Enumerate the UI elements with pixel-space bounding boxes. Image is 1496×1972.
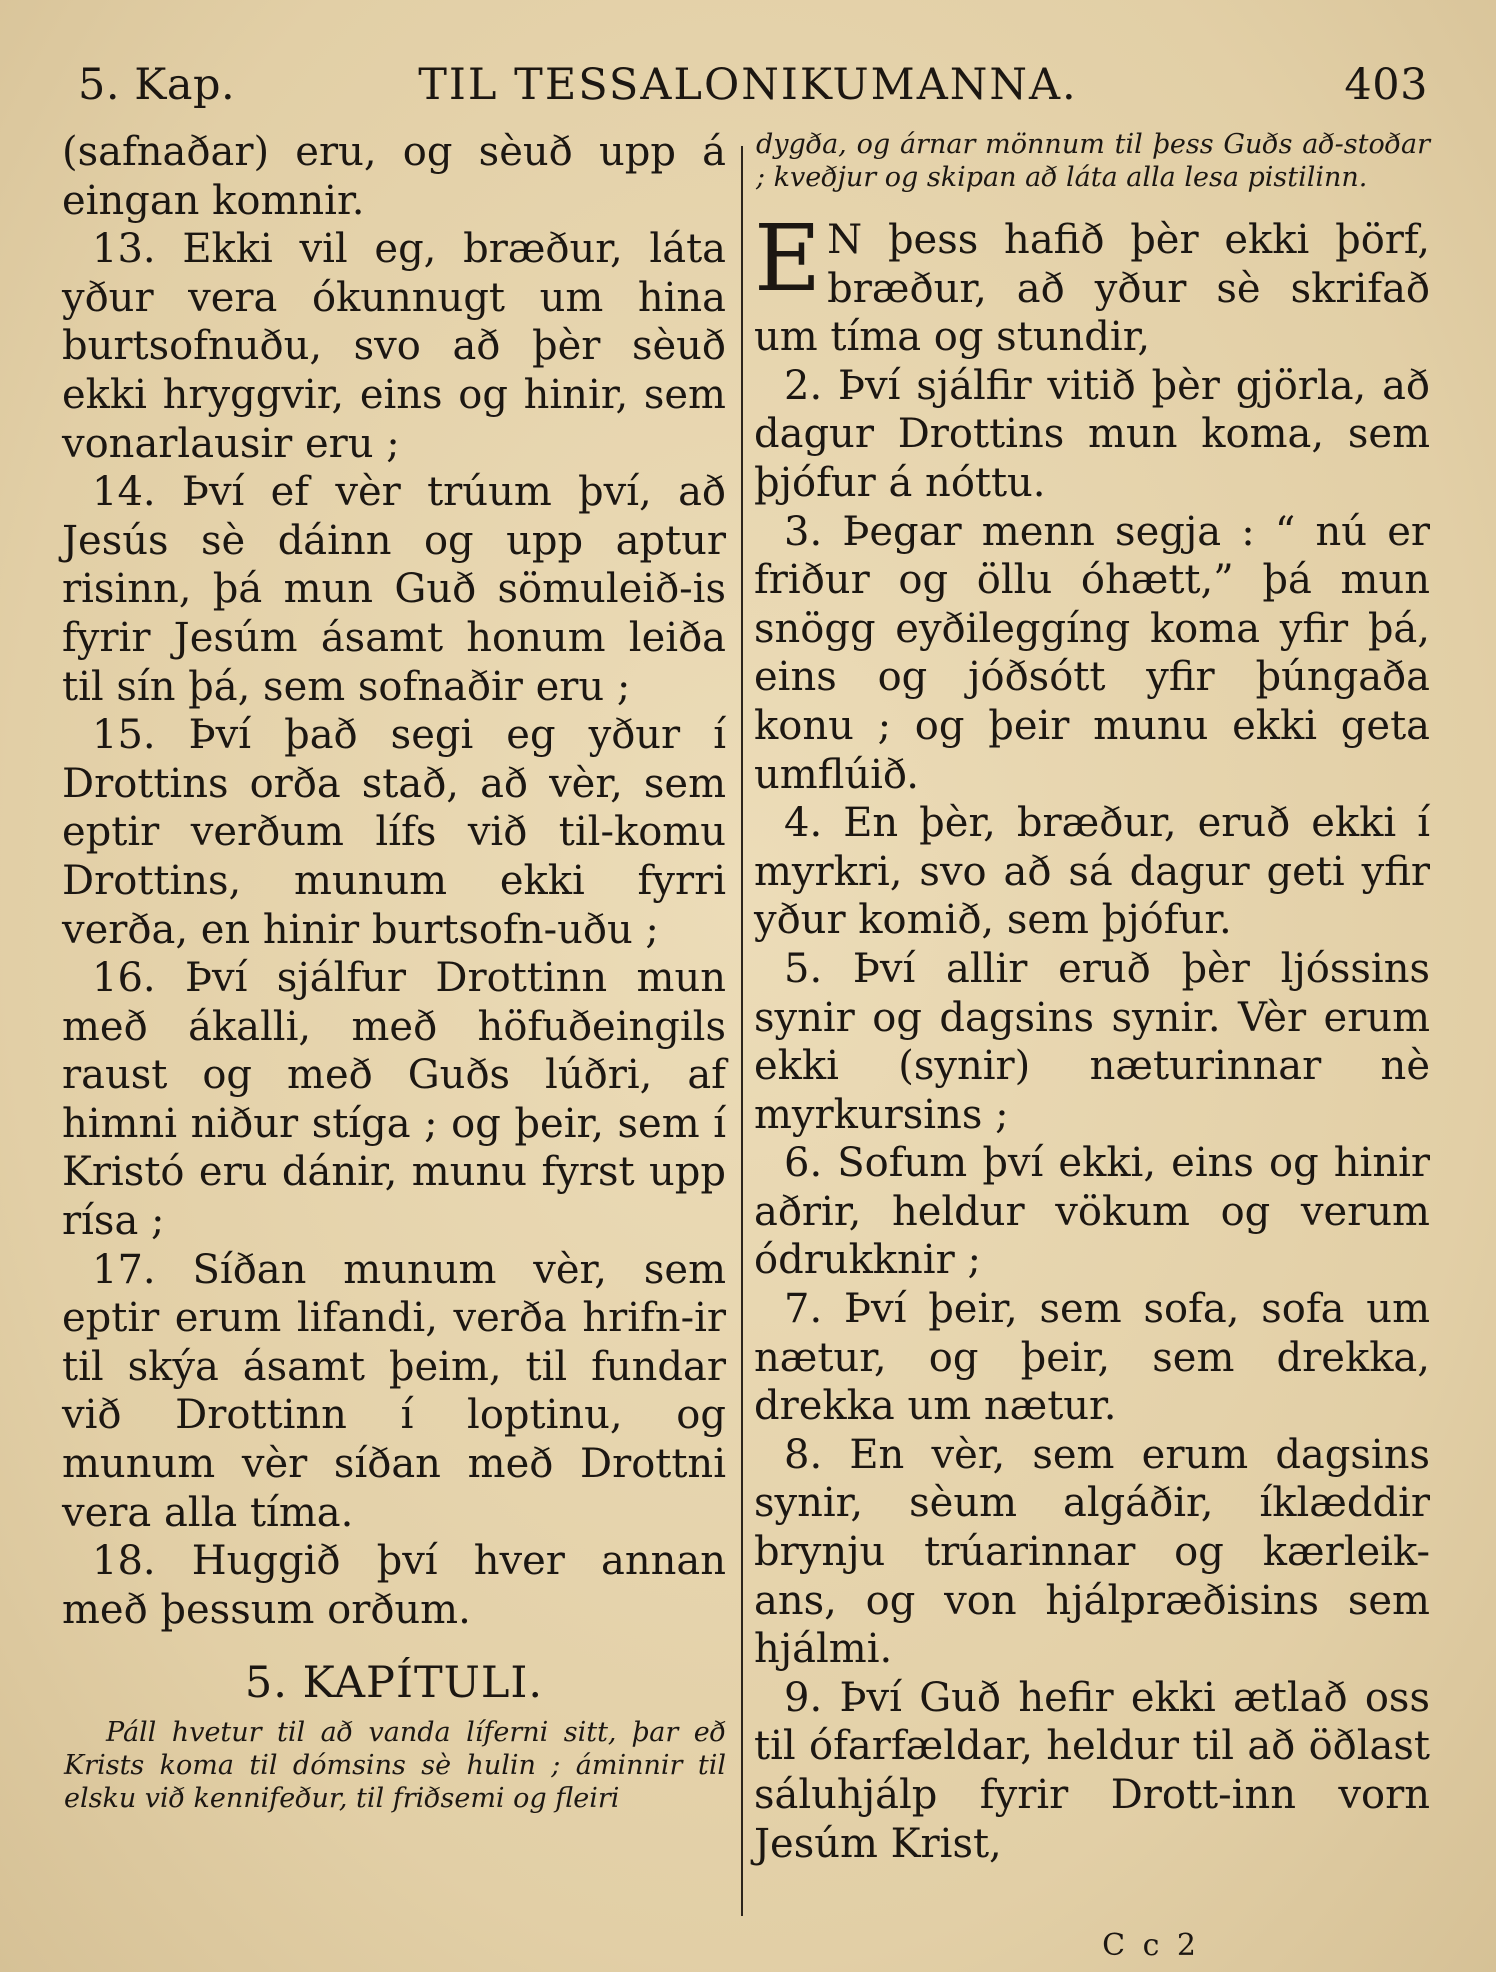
- verse-6: 6. Sofum því ekki, eins og hinir aðrir, heldur vökum og verum ódrukknir ;: [754, 1140, 1430, 1284]
- column-divider: [741, 146, 743, 1916]
- verse-15: 15. Því það segi eg yður í Drottins orða stað, að vèr, sem eptir verðum lífs við til-komu Drottins, munum ekki fyrri verða, en hinir burtsofn-uðu ;: [62, 712, 726, 953]
- chapter-heading: 5. KAPÍTULI.: [244, 1658, 544, 1709]
- verse-9: 9. Því Guð hefir ekki ætlað oss til ófarfældar, heldur til að öðlast sáluhjálp fyrir Drott-inn vorn Jesúm Krist,: [754, 1674, 1430, 1867]
- signature-mark: C c 2: [1102, 1928, 1200, 1963]
- verse-13: 13. Ekki vil eg, bræður, láta yður vera ókunnugt um hina burtsofnuðu, svo að þèr sèuð ekki hryggvir, eins og hinir, sem vonarlausir eru ;: [62, 226, 726, 467]
- page-number: 403: [1344, 60, 1428, 110]
- verse-3: 3. Þegar menn segja : “ nú er friður og öllu óhætt,” þá mun snögg eyðileggíng koma yfir þá, eins og jóðsótt yfir þúngaða konu ; og þeir munu ekki geta umflúið.: [754, 508, 1430, 798]
- left-column: [62, 128, 726, 1815]
- verse-7: 7. Því þeir, sem sofa, sofa um nætur, og þeir, sem drekka, drekka um nætur.: [754, 1286, 1430, 1430]
- right-column: [754, 128, 1430, 1868]
- chapter-summary-start: Páll hvetur til að vanda líferni sitt, þar eð Krists koma til dómsins sè hulin ; áminnir til elsku við kennifeður, til friðsemi og fleiri: [64, 1717, 726, 1815]
- verse-18: 18. Huggið því hver annan með þessum orðum.: [62, 1538, 726, 1633]
- verse-14: 14. Því ef vèr trúum því, að Jesús sè dáinn og upp aptur risinn, þá mun Guð sömuleið-is fyrir Jesúm ásamt honum leiða til sín þá, sem sofnaðir eru ;: [62, 469, 726, 710]
- verse-17: 17. Síðan munum vèr, sem eptir erum lifandi, verða hrifn-ir til skýa ásamt þeim, til fundar við Drottinn í loptinu, og munum vèr síðan með Drottni vera alla tíma.: [62, 1246, 726, 1536]
- running-header: [0, 60, 1496, 120]
- chapter-summary-end: dygða, og árnar mönnum til þess Guðs að-stoðar ; kveðjur og skipan að láta alla lesa pistilinn.: [756, 129, 1430, 193]
- verse-8: 8. En vèr, sem erum dagsins synir, sèum algáðir, íklæddir brynju trúarinnar og kærleik-ans, og von hjálpræðisins sem hjálmi.: [754, 1431, 1430, 1673]
- verse-1-text: N þess hafið þèr ekki þörf, bræður, að yður sè skrifað um tíma og stundir,: [754, 217, 1430, 361]
- drop-cap: E: [754, 205, 822, 312]
- chapter-marker: 5. Kap.: [78, 60, 236, 110]
- verse-1: [754, 205, 1430, 362]
- text-continuation: (safnaðar) eru, og sèuð upp á eingan komnir.: [62, 129, 726, 224]
- verse-4: 4. En þèr, bræður, eruð ekki í myrkri, svo að sá dagur geti yfir yður komið, sem þjófur.: [754, 800, 1430, 944]
- page-title: TIL TESSALONIKUMANNA.: [418, 60, 1078, 110]
- verse-5: 5. Því allir eruð þèr ljóssins synir og dagsins synir. Vèr erum ekki (synir) næturinnar nè myrkursins ;: [754, 945, 1430, 1138]
- verse-16: 16. Því sjálfur Drottinn mun með ákalli, með höfuðeingils raust og með Guðs lúðri, af himni niður stíga ; og þeir, sem í Kristó eru dánir, munu fyrst upp rísa ;: [62, 955, 726, 1245]
- verse-2: 2. Því sjálfir vitið þèr gjörla, að dagur Drottins mun koma, sem þjófur á nóttu.: [754, 362, 1430, 506]
